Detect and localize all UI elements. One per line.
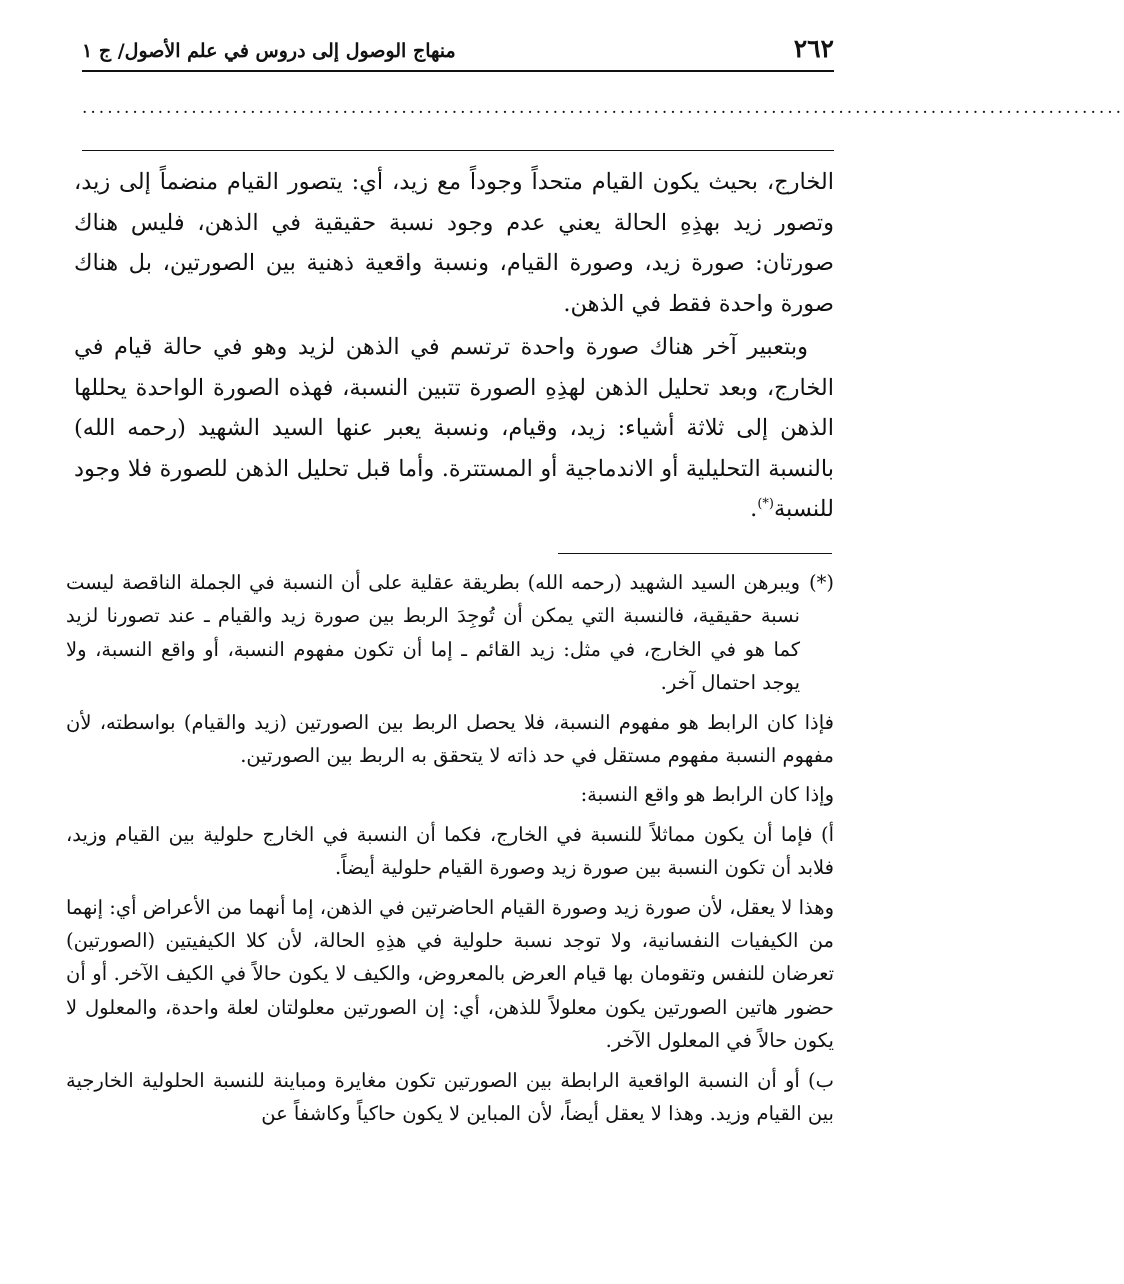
footnote-paragraph-4: أ) فإما أن يكون مماثلاً للنسبة في الخارج، فكما أن النسبة في الخارج حلولية بين القيام وزيد، فلابد أن تكون النسبة بين صورة زيد وصورة القيام حلولية أيضاً. [66, 822, 834, 880]
paragraph-end-mark: . [750, 496, 758, 522]
footnote-reference: (*) [757, 496, 774, 512]
main-text [74, 162, 834, 530]
footnote-paragraph-1 [66, 566, 834, 700]
footnote-paragraph-6: ب) أو أن النسبة الواقعية الرابطة بين الصورتين تكون مغايرة ومباينة للنسبة الحلولية الخارجية بين القيام وزيد. وهذا لا يعقل أيضاً، لأن المباين لا يكون حاكياً وكاشفاً عن [66, 1068, 834, 1126]
footnote-marker: (*) [809, 571, 834, 594]
main-paragraph-2-text: وبتعبير آخر هناك صورة واحدة ترتسم في الذهن لزيد وهو في حالة قيام في الخارج، وبعد تحليل الذهن لهذِهِ الصورة تتبين النسبة، فهذه الصورة الواحدة يحللها الذهن إلى ثلاثة أشياء: زيد، وقيام، ونسبة يعبر عنها السيد الشهيد (رحمه الله) بالنسبة التحليلية أو الاندماجية أو المستترة. وأما قبل تحليل الذهن للصورة فلا وجود للنسبة [74, 334, 834, 522]
footnote-paragraph-1-text: ويبرهن السيد الشهيد (رحمه الله) بطريقة عقلية على أن النسبة في الجملة الناقصة ليست نسبة حقيقية، فالنسبة التي يمكن أن تُوجِدَ الربط بين صورة زيد والقيام ـ عند تصورنا لزيد كما هو في الخارج، في مثل: زيد القائم ـ إما أن تكون مفهوم النسبة، أو واقع النسبة، ولا يوجد احتمال آخر. [66, 571, 800, 695]
main-paragraph-1: الخارج، بحيث يكون القيام متحداً وجوداً مع زيد، أي: يتصور القيام منضماً إلى زيد، وتصور زيد بهذِهِ الحالة يعني عدم وجود نسبة حقيقية في الذهن، فليس هناك صورتان: صورة زيد، وصورة القيام، ونسبة واقعية ذهنية بين الصورتين، بل هناك صورة واحدة فقط في الذهن. [74, 169, 834, 317]
footnote-paragraph-2: فإذا كان الرابط هو مفهوم النسبة، فلا يحصل الربط بين الصورتين (زيد والقيام) بواسطته، لأن مفهوم النسبة مفهوم مستقل في حد ذاته لا يتحقق به الربط بين الصورتين. [66, 710, 834, 768]
header-rule [82, 70, 834, 72]
footnote-paragraph-5: وهذا لا يعقل، لأن صورة زيد وصورة القيام الحاضرتين في الذهن، إما أنهما من الأعراض أي: إنهما من الكيفيات النفسانية، ولا توجد نسبة حلولية في هذِهِ الحالة، لأن كلا الكيفيتين (الصورتين) تعرضان للنفس وتقومان بها قيام العرض بالمعروض، والكيف لا يكون حالاً في الكيف الآخر. أو أن حضور هاتين الصورتين يكون معلولاً للذهن، أي: إن الصورتين معلولتان لعلة واحدة، والمعلول لا يكون حالاً في المعلول الآخر. [66, 895, 835, 1053]
main-paragraph-2 [74, 327, 834, 530]
separator-rule [82, 150, 834, 151]
running-title: منهاج الوصول إلى دروس في علم الأصول/ ج ١ [82, 40, 456, 62]
footnote-rule [558, 553, 832, 554]
footnote-paragraph-3: وإذا كان الرابط هو واقع النسبة: [580, 783, 834, 807]
dotted-separator: ............................................................................................................................ [82, 98, 1124, 118]
page-header [82, 34, 834, 68]
page-number: ٢٦٢ [793, 34, 834, 63]
footnotes [66, 566, 834, 1131]
